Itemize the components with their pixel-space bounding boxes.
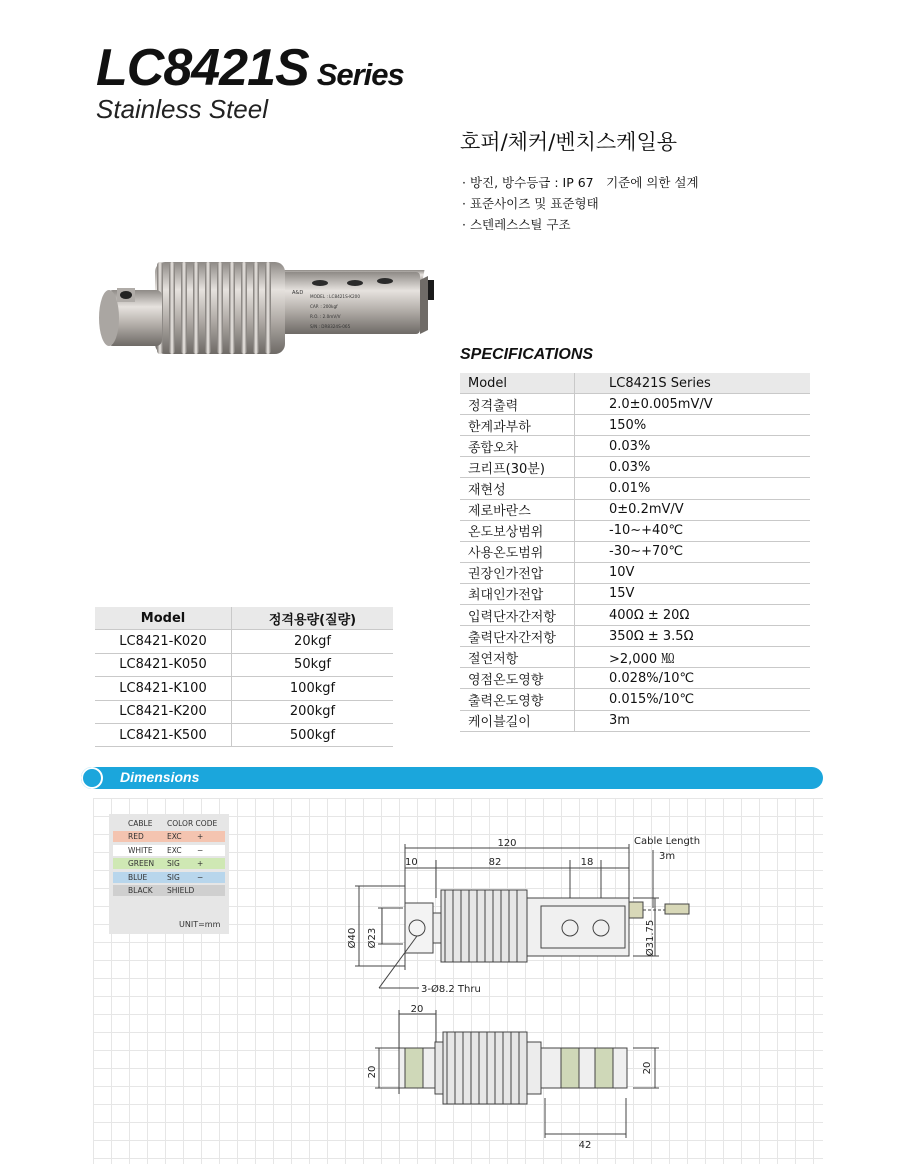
model-row xyxy=(95,723,393,746)
model-row xyxy=(95,653,393,676)
dimension-drawing xyxy=(93,798,823,1164)
spec-name: 한계과부하 xyxy=(460,415,575,436)
color-code-header-label: COLOR CODE xyxy=(167,819,218,828)
spec-name: 절연저항 xyxy=(460,647,575,668)
model-capacity: 200kgf xyxy=(232,700,394,723)
spec-value: 400Ω ± 20Ω xyxy=(575,605,811,626)
product-photo xyxy=(95,250,440,360)
spec-row xyxy=(460,647,810,668)
dim-phi40: Ø40 xyxy=(347,927,358,949)
spec-name: 정격출력 xyxy=(460,394,575,415)
model-name: LC8421-K200 xyxy=(95,700,232,723)
header-cell: LC8421S Series xyxy=(575,373,811,394)
wire-function: SIG xyxy=(167,872,180,882)
series-label: Series xyxy=(316,57,404,92)
spec-value: 0±0.2mV/V xyxy=(575,499,811,520)
dim-18: 18 xyxy=(580,857,594,868)
spec-value: 10V xyxy=(575,562,811,583)
spec-name: 출력온도영향 xyxy=(460,689,575,710)
spec-row xyxy=(460,583,810,604)
spec-row xyxy=(460,499,810,520)
spec-name: 최대인가전압 xyxy=(460,583,575,604)
dim-phi3175: Ø31.75 xyxy=(645,919,656,957)
model-name: LC8421-K100 xyxy=(95,677,232,700)
feature-item: · 스텐레스스틸 구조 xyxy=(462,217,571,232)
wire-polarity: + xyxy=(197,832,204,841)
model-capacity: 500kgf xyxy=(232,723,394,746)
wire-polarity: − xyxy=(197,845,204,855)
spec-value: >2,000 ㏁ xyxy=(575,647,811,668)
spec-row xyxy=(460,626,810,647)
spec-value: 0.03% xyxy=(575,457,811,478)
spec-row xyxy=(460,415,810,436)
wire-polarity: − xyxy=(197,872,204,882)
spec-value: 15V xyxy=(575,583,811,604)
unit-label: UNIT=mm xyxy=(179,920,221,929)
spec-value: 0.028%/10℃ xyxy=(575,668,811,689)
model-capacity-table xyxy=(95,607,393,747)
wire-color: RED xyxy=(128,832,144,841)
spec-row xyxy=(460,541,810,562)
feature-list xyxy=(462,172,699,235)
label-logo: A&D xyxy=(292,290,304,296)
spec-name: 재현성 xyxy=(460,478,575,499)
model-row xyxy=(95,677,393,700)
spec-row xyxy=(460,520,810,541)
header-cell: 정격용량(질량) xyxy=(232,607,394,630)
spec-name: 권장인가전압 xyxy=(460,562,575,583)
bullet-circle-icon xyxy=(81,767,103,789)
table-header-row xyxy=(460,373,810,394)
dim-120: 120 xyxy=(497,838,517,849)
wire-polarity: + xyxy=(197,859,204,868)
spec-value: 2.0±0.005mV/V xyxy=(575,394,811,415)
label-ro: R.O. : 2.0mV/V xyxy=(310,314,341,319)
spec-row xyxy=(460,457,810,478)
dim-20-left: 20 xyxy=(367,1065,378,1079)
spec-row xyxy=(460,668,810,689)
spec-name: 영점온도영향 xyxy=(460,668,575,689)
model-capacity: 20kgf xyxy=(232,630,394,653)
model-title: LC8421S xyxy=(96,39,309,97)
spec-value: 0.03% xyxy=(575,436,811,457)
spec-value: 3m xyxy=(575,710,811,731)
spec-value: 0.01% xyxy=(575,478,811,499)
dim-20-top: 20 xyxy=(410,1004,424,1015)
cable-length-value: 3m xyxy=(659,851,676,862)
dim-10: 10 xyxy=(405,857,418,868)
header-cell: Model xyxy=(95,607,232,630)
model-capacity: 100kgf xyxy=(232,677,394,700)
korean-title: 호퍼/체커/벤치스케일용 xyxy=(460,130,678,154)
cable-header: CABLE xyxy=(128,819,153,828)
spec-value: 150% xyxy=(575,415,811,436)
spec-row xyxy=(460,394,810,415)
thru-holes-label: 3-Ø8.2 Thru xyxy=(421,984,481,995)
spec-name: 크리프(30분) xyxy=(460,457,575,478)
label-sn: S/N : DR8324S-065 xyxy=(310,324,351,329)
model-row xyxy=(95,630,393,653)
spec-row xyxy=(460,710,810,731)
header-cell: Model xyxy=(460,373,575,394)
wire-function: SIG xyxy=(167,859,180,868)
label-cap: CAP. : 200kgf xyxy=(310,304,338,309)
spec-value: 350Ω ± 3.5Ω xyxy=(575,626,811,647)
wire-color: GREEN xyxy=(128,859,155,868)
spec-row xyxy=(460,689,810,710)
spec-name: 종합오차 xyxy=(460,436,575,457)
spec-row xyxy=(460,605,810,626)
spec-row xyxy=(460,478,810,499)
specs-table xyxy=(460,373,810,732)
dim-20-right: 20 xyxy=(642,1061,653,1075)
model-name: LC8421-K020 xyxy=(95,630,232,653)
spec-value: -10~+40℃ xyxy=(575,520,811,541)
dim-phi23: Ø23 xyxy=(367,927,378,949)
wire-function: SHIELD xyxy=(167,886,195,895)
dim-82: 82 xyxy=(488,857,502,868)
spec-value: 0.015%/10℃ xyxy=(575,689,811,710)
spec-name: 사용온도범위 xyxy=(460,541,575,562)
feature-item: · 방진, 방수등급 : IP 67 기준에 의한 설계 xyxy=(462,175,699,190)
cable-length-label: Cable Length xyxy=(634,836,701,847)
spec-value: -30~+70℃ xyxy=(575,541,811,562)
wire-color: BLACK xyxy=(128,886,153,895)
spec-name: 제로바란스 xyxy=(460,499,575,520)
subtitle: Stainless Steel xyxy=(96,94,268,124)
bellows-ribs xyxy=(155,262,285,354)
label-model: MODEL : LC8421S-K200 xyxy=(310,294,361,299)
wire-color: WHITE xyxy=(128,845,153,855)
wire-function: EXC xyxy=(167,845,182,855)
model-name: LC8421-K500 xyxy=(95,723,232,746)
spec-name: 출력단자간저항 xyxy=(460,626,575,647)
product-title xyxy=(96,38,404,98)
model-capacity: 50kgf xyxy=(232,653,394,676)
model-row xyxy=(95,700,393,723)
dim-42: 42 xyxy=(578,1140,592,1151)
spec-row xyxy=(460,436,810,457)
table-header-row xyxy=(95,607,393,630)
dimensions-label: Dimensions xyxy=(120,769,200,785)
spec-row xyxy=(460,562,810,583)
model-name: LC8421-K050 xyxy=(95,653,232,676)
spec-name: 온도보상범위 xyxy=(460,520,575,541)
specs-title: SPECIFICATIONS xyxy=(460,346,594,363)
feature-item: · 표준사이즈 및 표준형태 xyxy=(462,196,599,211)
wire-function: EXC xyxy=(167,832,182,841)
spec-name: 케이블길이 xyxy=(460,710,575,731)
wire-color: BLUE xyxy=(128,872,148,882)
spec-name: 입력단자간저항 xyxy=(460,605,575,626)
